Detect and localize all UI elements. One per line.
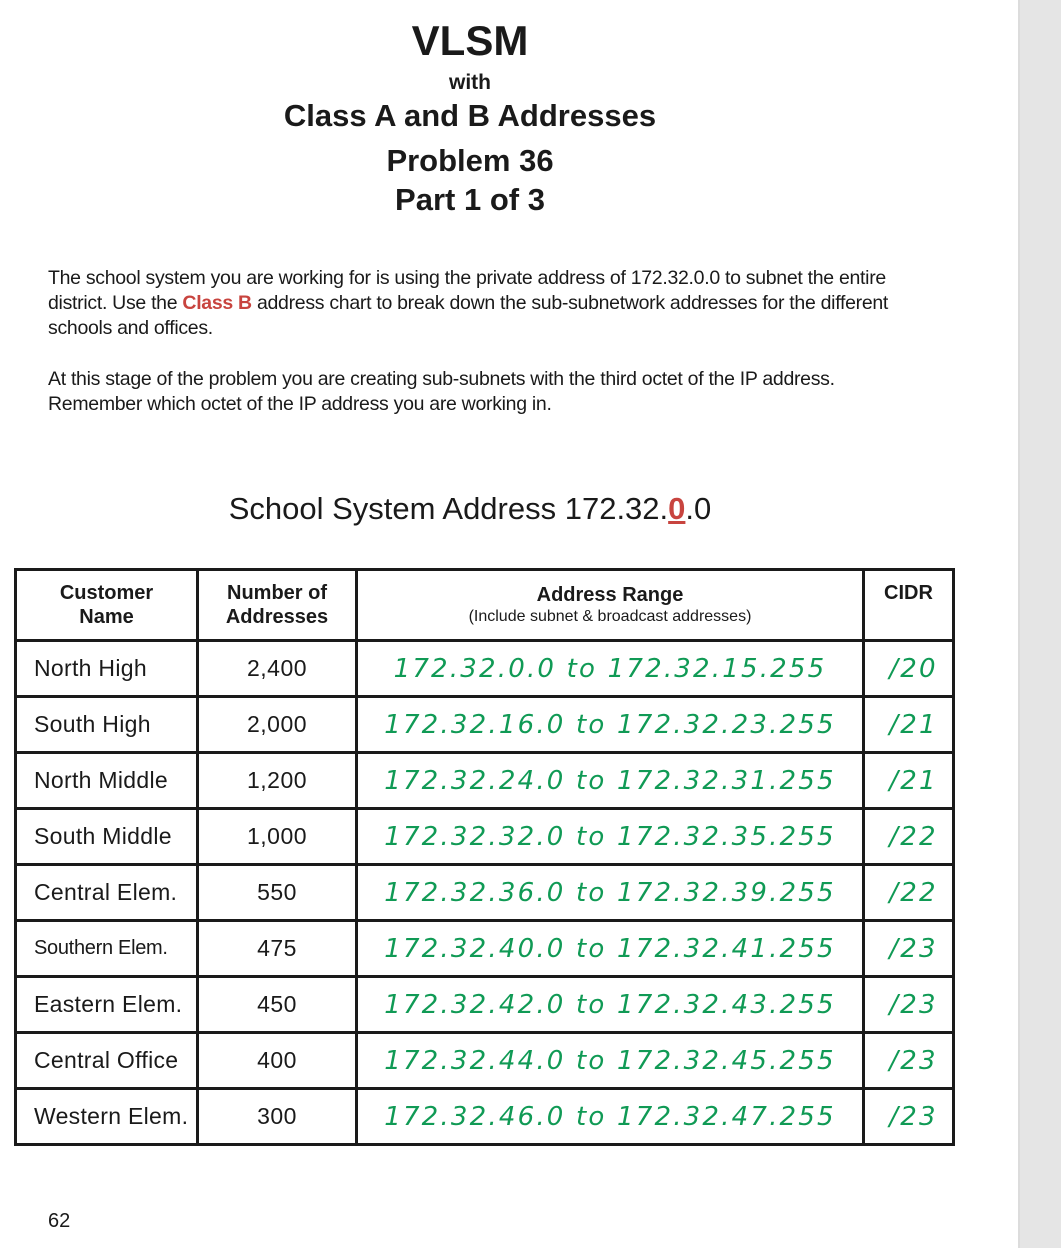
cidr-cell: /21 (864, 753, 954, 809)
table-row (16, 697, 954, 753)
address-range-cell: 172.32.32.0 to 172.32.35.255 (357, 809, 864, 865)
instructions-text-start: The school system you are working for is using the private address of 172.32.0.0 to subnet the entire district. Use the (48, 267, 886, 314)
address-count-cell: 2,000 (198, 697, 357, 753)
address-range-cell: 172.32.24.0 to 172.32.31.255 (357, 753, 864, 809)
cidr-cell: /23 (864, 1033, 954, 1089)
header-range-note: (Include subnet & broadcast addresses) (468, 608, 752, 625)
cidr-cell: /20 (864, 641, 954, 697)
table-row (16, 641, 954, 697)
cidr-cell: /23 (864, 1089, 954, 1145)
viewer-side-strip (1020, 0, 1061, 1248)
class-b-highlight: Class B (182, 292, 252, 314)
address-range-cell: 172.32.42.0 to 172.32.43.255 (357, 977, 864, 1033)
problem-number: Problem 36 (386, 143, 554, 178)
customer-name-cell: Southern Elem. (16, 921, 198, 977)
address-range-cell: 172.32.40.0 to 172.32.41.255 (357, 921, 864, 977)
table-row (16, 1033, 954, 1089)
address-count-cell: 300 (198, 1089, 357, 1145)
instructions-text-end: address chart to break down the sub-subnetwork addresses for the different schools and offices. (48, 292, 889, 339)
customer-name-cell: North High (16, 641, 198, 697)
header-address-range: Address Range (Include subnet & broadcast addresses) (357, 570, 864, 641)
title-main: VLSM (411, 17, 529, 64)
address-count-cell: 450 (198, 977, 357, 1033)
problem-part: Part 1 of 3 (395, 182, 545, 217)
address-count-cell: 475 (198, 921, 357, 977)
address-range-cell: 172.32.0.0 to 172.32.15.255 (357, 641, 864, 697)
header-cidr: CIDR (864, 570, 954, 641)
cidr-cell: /22 (864, 809, 954, 865)
address-count-cell: 1,000 (198, 809, 357, 865)
customer-name-cell: South Middle (16, 809, 198, 865)
octet-note-paragraph: At this stage of the problem you are creating sub-subnets with the third octet of the IP address. Remember which octet of the IP address you are working in. (48, 368, 835, 415)
cidr-cell: /23 (864, 977, 954, 1033)
title-with: with (449, 71, 491, 94)
table-header-row (16, 570, 954, 641)
table-row (16, 977, 954, 1033)
customer-name-cell: Central Elem. (16, 865, 198, 921)
title-block (0, 16, 940, 218)
school-system-address (0, 490, 940, 528)
address-count-cell: 400 (198, 1033, 357, 1089)
address-count-cell: 2,400 (198, 641, 357, 697)
address-count-cell: 550 (198, 865, 357, 921)
cidr-cell: /21 (864, 697, 954, 753)
address-range-cell: 172.32.36.0 to 172.32.39.255 (357, 865, 864, 921)
address-count-cell: 1,200 (198, 753, 357, 809)
instructions-paragraph (48, 266, 908, 341)
table-row (16, 809, 954, 865)
cidr-cell: /22 (864, 865, 954, 921)
address-range-cell: 172.32.44.0 to 172.32.45.255 (357, 1033, 864, 1089)
table-row (16, 753, 954, 809)
address-prefix: School System Address 172.32. (228, 491, 669, 526)
address-range-cell: 172.32.46.0 to 172.32.47.255 (357, 1089, 864, 1145)
customer-name-cell: Central Office (16, 1033, 198, 1089)
header-customer-name: Customer Name (16, 570, 198, 641)
header-number-of-addresses: Number of Addresses (198, 570, 357, 641)
address-range-cell: 172.32.16.0 to 172.32.23.255 (357, 697, 864, 753)
customer-name-cell: South High (16, 697, 198, 753)
customer-name-cell: Eastern Elem. (16, 977, 198, 1033)
cidr-cell: /23 (864, 921, 954, 977)
table-row (16, 1089, 954, 1145)
title-subtitle: Class A and B Addresses (283, 98, 657, 133)
table-row (16, 865, 954, 921)
table-row (16, 921, 954, 977)
address-suffix: .0 (685, 491, 712, 526)
subnet-table (14, 568, 955, 1146)
page-number: 62 (48, 1210, 71, 1232)
customer-name-cell: North Middle (16, 753, 198, 809)
customer-name-cell: Western Elem. (16, 1089, 198, 1145)
highlighted-octet: 0 (668, 491, 686, 526)
